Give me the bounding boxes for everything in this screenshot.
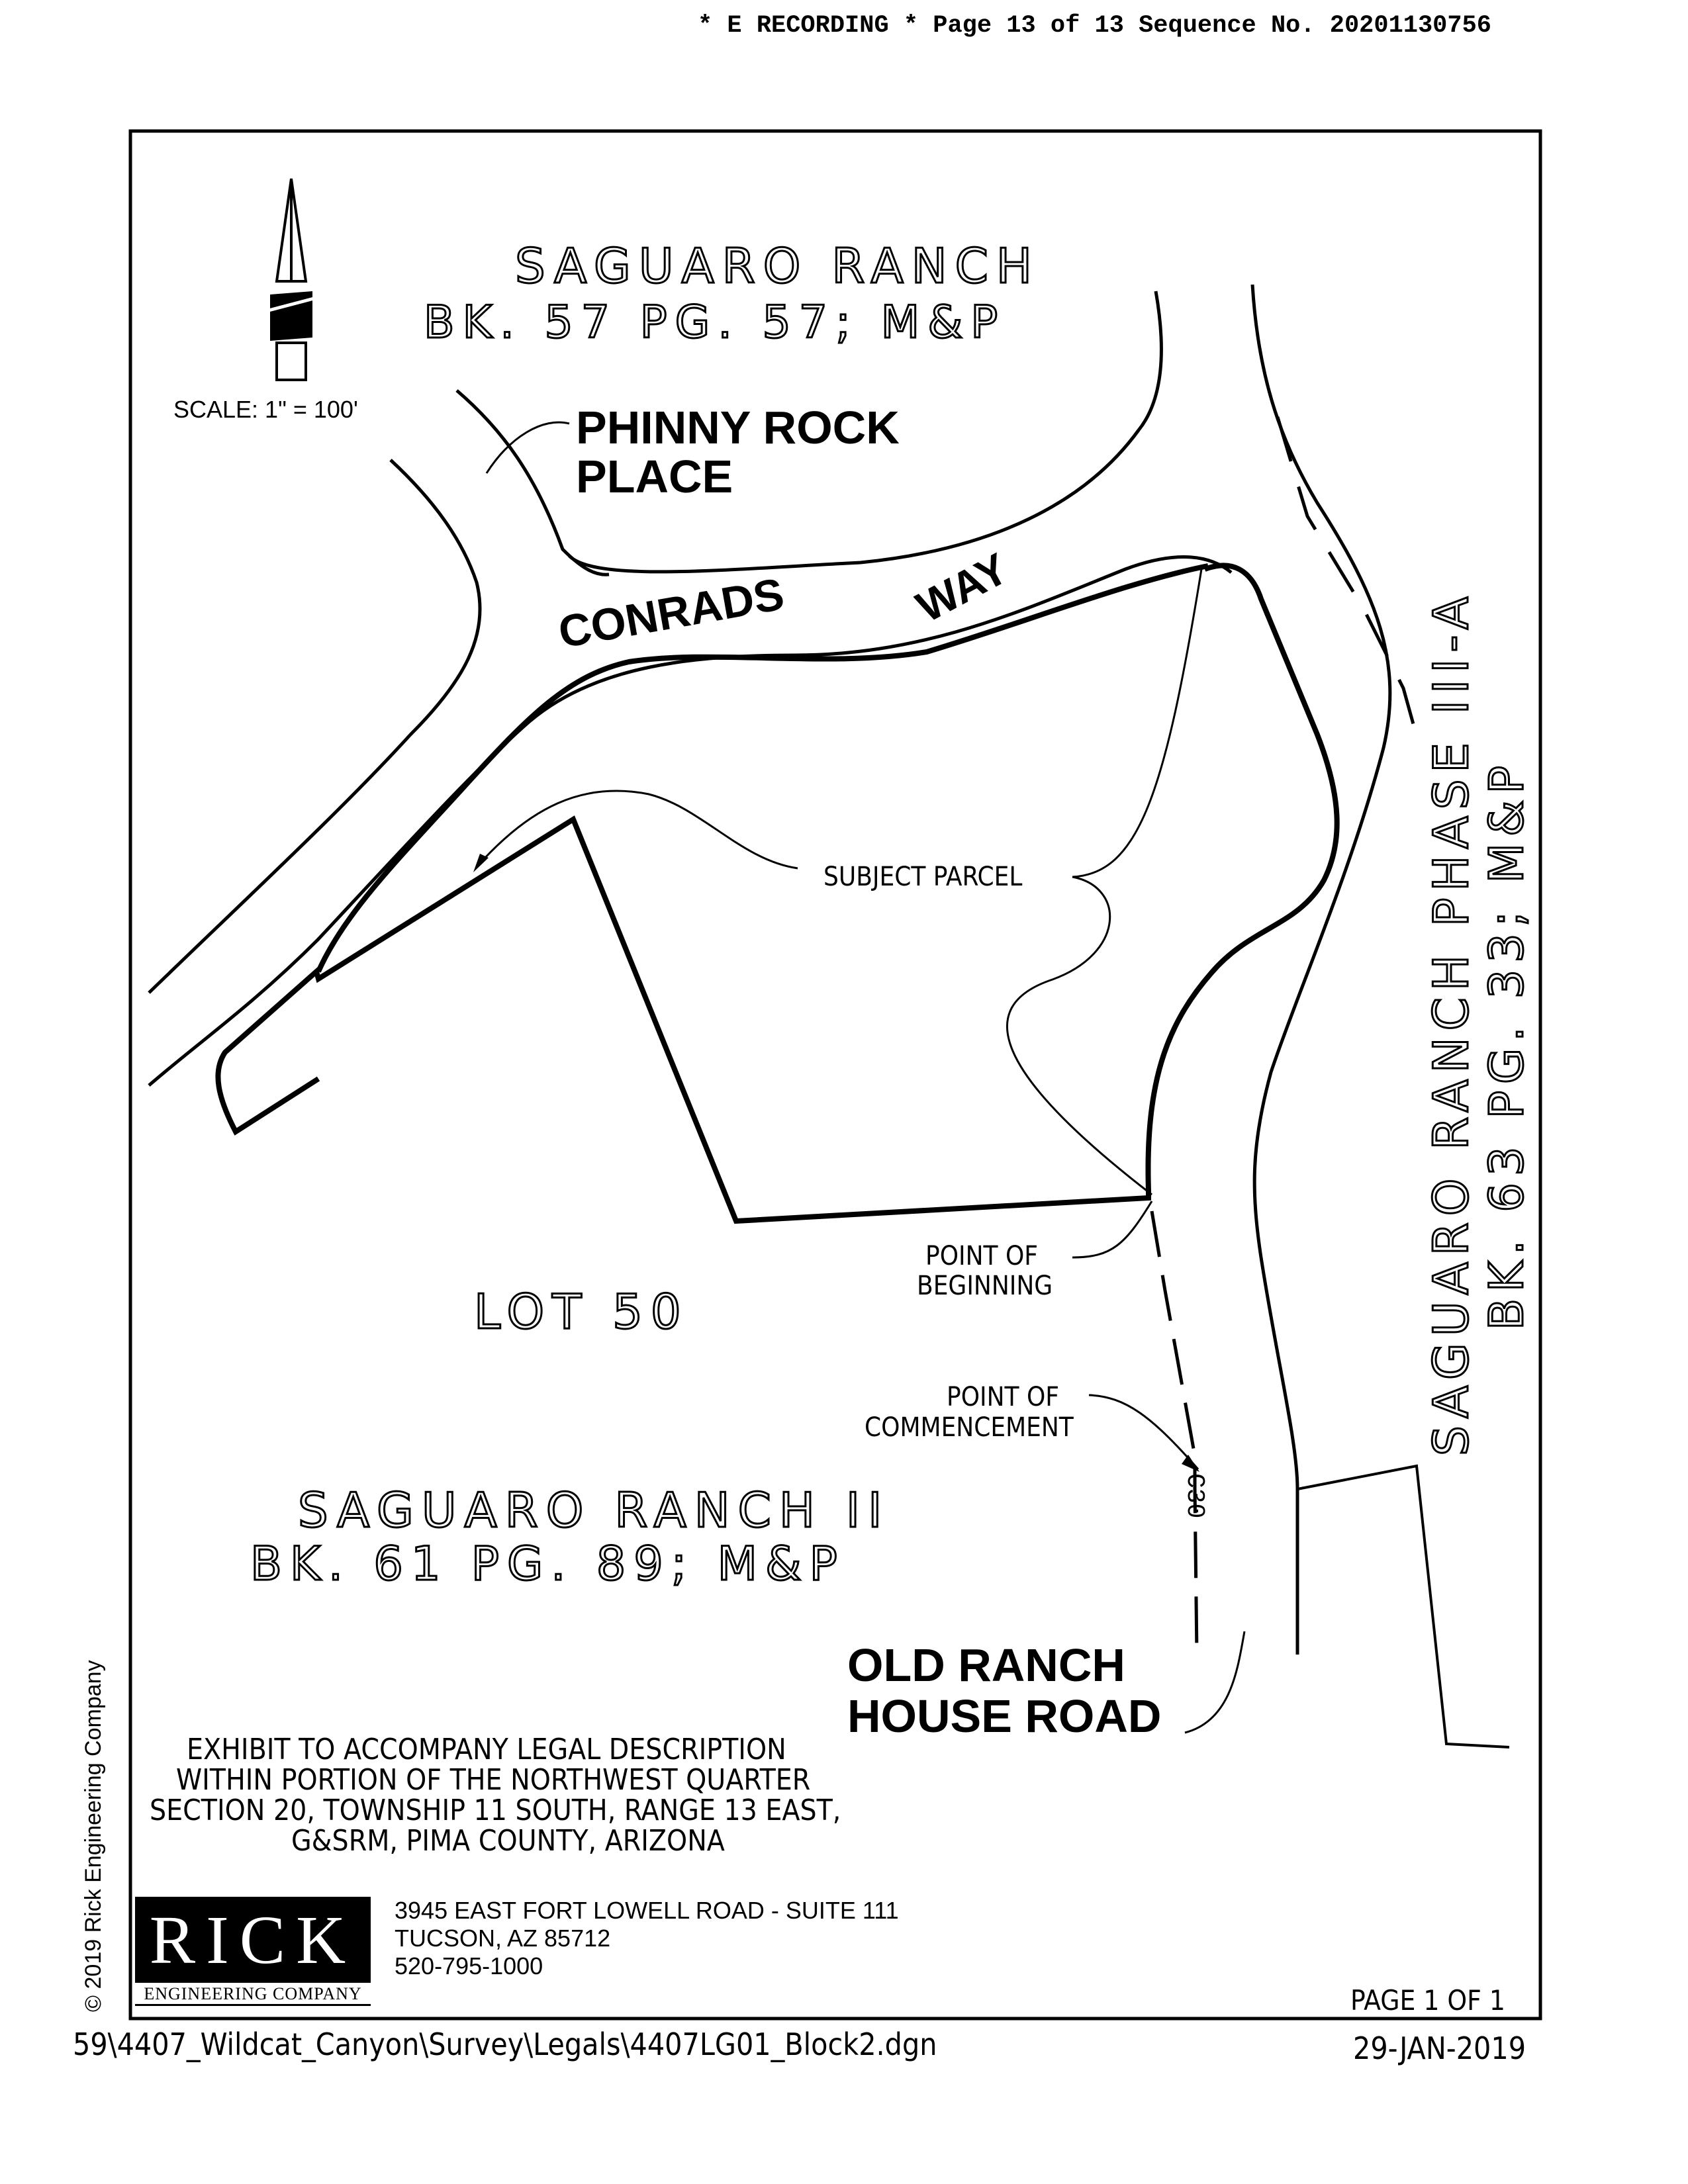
subject-parcel-label: SUBJECT PARCEL: [823, 862, 1023, 892]
phinny-rock-label-1: PHINNY ROCK: [576, 402, 900, 453]
subject-parcel-boundary: [218, 565, 1336, 1221]
exhibit-line-3: SECTION 20, TOWNSHIP 11 SOUTH, RANGE 13 EAST,: [150, 1794, 841, 1827]
company-logo: [135, 1897, 371, 1983]
page-number: PAGE 1 OF 1: [1350, 1984, 1505, 2017]
point-of-commencement-label-1: POINT OF: [947, 1382, 1059, 1412]
company-address-2: TUCSON, AZ 85712: [395, 1925, 611, 1952]
logo-word: RICK: [149, 1902, 357, 1978]
way-label: WAY: [908, 543, 1016, 632]
saguaro-ranch-ii-book: BK. 61 PG. 89; M&P: [250, 1537, 845, 1591]
recording-header: * E RECORDING * Page 13 of 13 Sequence No. 20201130756: [698, 12, 1491, 40]
conrads-way-upper-edge: [149, 460, 480, 993]
phase-iii-boundary-south: [1297, 1466, 1509, 1747]
map-scale: SCALE: 1" = 100': [173, 396, 358, 423]
old-ranch-label-2: HOUSE ROAD: [847, 1690, 1162, 1742]
logo-subtitle: ENGINEERING COMPANY: [135, 1984, 371, 2006]
plot-date: 29-JAN-2019: [1353, 2030, 1526, 2066]
phinny-rock-label-2: PLACE: [576, 451, 733, 502]
old-ranch-leader: [1185, 1631, 1244, 1733]
pob-leader: [1072, 1201, 1152, 1257]
point-of-beginning-label-2: BEGINNING: [917, 1271, 1053, 1301]
point-of-commencement-label-2: COMMENCEMENT: [865, 1412, 1074, 1443]
subject-parcel-north-bold: [318, 566, 1208, 972]
phase-iii-book: BK. 63 PG. 33; M&P: [1479, 759, 1534, 1330]
conrads-label: CONRADS: [555, 569, 788, 658]
phase-iii-name: SAGUARO RANCH PHASE III-A: [1423, 590, 1479, 1456]
company-address-1: 3945 EAST FORT LOWELL ROAD - SUITE 111: [395, 1897, 899, 1924]
point-of-beginning-label-1: POINT OF: [925, 1241, 1038, 1271]
subject-parcel-leader-left: [477, 791, 798, 868]
exhibit-line-1: EXHIBIT TO ACCOMPANY LEGAL DESCRIPTION: [187, 1733, 786, 1766]
subject-parcel-leader-down: [1007, 877, 1152, 1195]
copyright-note: © 2019 Rick Engineering Company: [81, 1660, 106, 2012]
file-path: 59\4407_Wildcat_Canyon\Survey\Legals\4407LG01_Block2.dgn: [73, 2026, 937, 2062]
subject-parcel-leader-right: [1072, 569, 1201, 877]
curve-tag-c30: C30: [1180, 1473, 1209, 1519]
exhibit-line-2: WITHIN PORTION OF THE NORTHWEST QUARTER: [176, 1763, 811, 1797]
exhibit-line-4: G&SRM, PIMA COUNTY, ARIZONA: [291, 1824, 725, 1858]
phinny-rock-leader: [487, 422, 569, 473]
old-ranch-road-east-edge: [1252, 285, 1390, 1655]
poc-arrow: [1182, 1455, 1199, 1472]
saguaro-ranch-ii-name: SAGUARO RANCH II: [298, 1482, 890, 1538]
saguaro-ranch-top-book: BK. 57 PG. 57; M&P: [424, 296, 1006, 349]
company-phone: 520-795-1000: [395, 1952, 543, 1979]
old-ranch-road-west-edge: [1152, 1211, 1197, 1655]
lot-50-label: LOT 50: [474, 1284, 689, 1340]
old-ranch-label-1: OLD RANCH: [847, 1639, 1125, 1691]
north-arrow-icon: [266, 179, 316, 380]
saguaro-ranch-top-name: SAGUARO RANCH: [515, 238, 1040, 294]
poc-leader: [1089, 1395, 1198, 1469]
conrads-way-lower-edge: [149, 557, 1231, 1085]
